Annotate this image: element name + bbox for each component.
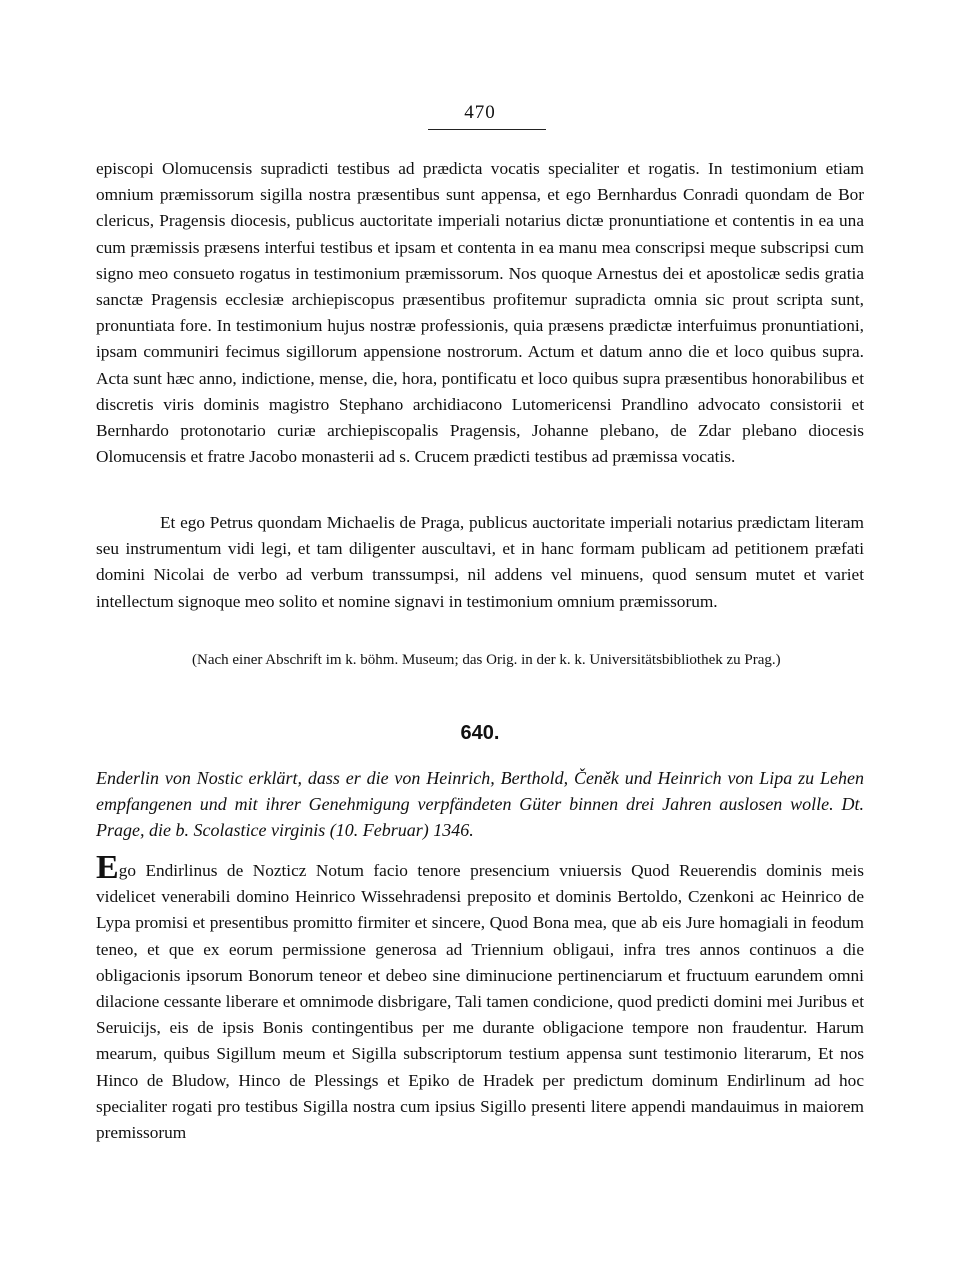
charter-initial: E (96, 849, 119, 886)
page-number: 470 (464, 102, 496, 123)
charter-text-block (96, 849, 864, 1146)
regest-summary: Enderlin von Nostic erklärt, dass er die von Heinrich, Berthold, Čeněk und Heinrich von Lipa zu Lehen empfangenen und mit ihrer Genehmigung verpfändeten Güter binnen drei Jahren auslosen wolle. Dt. Prage, die b. Scolastice virginis (10. Februar) 1346. (96, 768, 864, 840)
intro-paragraph-block (96, 156, 864, 470)
charter-text: go Endirlinus de Nozticz Notum facio tenore presencium vniuersis Quod Reuerendis dominis meis videlicet venerabili domino Heinrico Wissehradensi preposito et dominis Bertoldo, Czenkoni ac Heinrico de Lypa promisi et presentibus promitto firmiter et sincere, Quod Bona mea, que ab eis Jure homagiali in feodum teneo, et que ex eorum permissione generosa ad Triennium obligaui, infra tres annos continuos a die obligacionis ipsorum Bonorum teneor et debeo sine diminucione pertinenciarum et fructuum earundem omni dilacione cessante liberare et omnimode disbrigare, Tali tamen condicione, quod predicti domini mei Juribus et Seruicijs, eis de ipsis Bonis contingentibus per me durante obligacione tempore non fraudentur. Harum mearum, quibus Sigillum meum et Sigilla subscriptorum testium appensa sunt testimonio literarum, Et nos Hinco de Bludow, Hinco de Plessings et Epiko de Hradek per predictum dominum Endirlinum ad hoc specialiter rogati pro testibus Sigilla nostra cum ipsius Sigillo presenti litere appendi mandauimus in maiorem premissorum (96, 861, 864, 1143)
document-number: 640. (460, 722, 500, 744)
notary-paragraph: Et ego Petrus quondam Michaelis de Praga, publicus auctoritate imperiali notarius prædictam literam seu instrumentum vidi legi, et tam diligenter auscultavi, et in hanc formam publicam ad petitionem præfati domini Nicolai de verbo ad verbum transsumpsi, nil addens vel minuens, quod sensum mutet et variet intellectum signoque meo solito et nomine signavi in testimonium omnium præmissorum. (96, 513, 864, 611)
page-number-rule (428, 129, 546, 130)
notary-paragraph-block (96, 510, 864, 615)
source-note: (Nach einer Abschrift im k. böhm. Museum; das Orig. in der k. k. Universitätsbibliothek zu Prag.) (192, 652, 781, 668)
charter-paragraph (96, 849, 864, 1146)
intro-paragraph: episcopi Olomucensis supradicti testibus ad prædicta vocatis specialiter et rogatis. In testimonium etiam omnium præmissorum sigilla nostra præsentibus sunt appensa, et ego Bernhardus Conradi quondam de Bor clericus, Pragensis diocesis, publicus auctoritate imperiali notarius dictæ pronuntiatione et contentis in ea una cum præmissis præsens interfui testibus et ipsam et contenta in ea manu mea conscripsi meque subscripsi cum signo meo consueto rogatus in testimonium præmissorum. Nos quoque Arnestus dei et apostolicæ sedis gratia sanctæ Pragensis ecclesiæ archiepiscopus præsentibus profitemur supradicta omnia sic prout scripta sunt, pronuntiata fore. In testimonium hujus nostræ professionis, quia præsens prædictæ interfuimus pronuntiationi, ipsam communiri fecimus sigillorum appensione nostrorum. Actum et datum anno die et loco quibus supra. Acta sunt hæc anno, indictione, mense, die, hora, pontificatu et loco quibus supra præsentibus honorabilibus et discretis viris dominis magistro Stephano archidiacono Lutomericensi Prandlino advocato consistorii et Bernhardo protonotario curiæ archiepiscopalis Pragensis, Johanne plebano, de Zdar plebano diocesis Olomucensis et fratre Jacobo monasterii ad s. Crucem prædicti testibus ad præmissa vocatis. (96, 159, 864, 467)
